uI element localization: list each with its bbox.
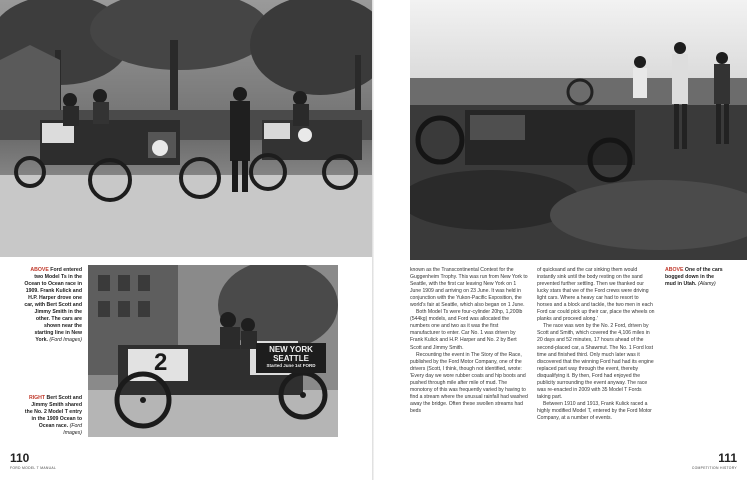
running-head-right: COMPETITION HISTORY — [691, 466, 737, 470]
no2-car-photo — [88, 265, 338, 437]
mud-car-illustration — [410, 0, 747, 260]
caption-body: One of the cars bogged down in the mud in Utah. — [665, 267, 723, 287]
caption-bottom-left — [24, 395, 82, 437]
column1-paragraph-3: Recounting the event in The Story of the Race, published by the Ford Motor Company, one of the drivers (Scott, I think, though not identified, wrote: 'Every day we wore rubber coats and hip boots and pushed through mile after mile of mud. The monotony of this was frequently varied by having to find a stream where the unusual rainfall had washed away the bridge. Often these swollen streams had beds — [410, 351, 528, 414]
caption-top-left — [24, 267, 82, 344]
column2-paragraph-1: of quicksand and the car sinking them would instantly sink until the body resting on the sand prevented further settling. Then we thanked our lucky stars that we of the Ford crews were driving light cars. Where a heavy car had to resort to horses and a block and tackle, the two men in each Ford car could pick up their car, place the wheels on planks and proceed along.' — [537, 267, 655, 323]
page-number-left: 110 — [10, 451, 30, 465]
car-number: 2 — [154, 349, 168, 376]
left-page — [0, 0, 373, 480]
caption-credit: (Ford Images) — [63, 423, 82, 436]
caption-body: Ford entered two Model Ts in the Ocean to Ocean race in 1909. Frank Kulick and H.P. Harper drove one car, with Bert Scott and Jimmy Smith in the other. The cars are shown near the starting line in New York. — [24, 267, 82, 343]
caption-lead: ABOVE — [665, 267, 684, 273]
caption-right-page — [665, 267, 725, 288]
car-placard — [256, 343, 326, 373]
caption-credit: (Alamy) — [697, 281, 716, 287]
starting-line-illustration — [0, 0, 373, 257]
right-page — [374, 0, 747, 480]
placard-line1: NEW YORK — [269, 345, 313, 354]
body-column-1 — [410, 267, 528, 415]
caption-credit: (Ford Images) — [49, 337, 82, 343]
placard-line2: SEATTLE — [273, 354, 309, 363]
starting-line-photo — [0, 0, 373, 257]
column2-paragraph-3: Between 1910 and 1913, Frank Kulick raced a highly modified Model T, entered by the Ford Motor Company, at a number of events. — [537, 400, 652, 421]
caption-lead: ABOVE — [30, 267, 49, 273]
page-number-right: 111 — [718, 451, 737, 465]
column2-paragraph-2: The race was won by the No. 2 Ford, driven by Scott and Smith, which covered the 4,106 miles in 20 days and 52 minutes, 17 hours ahead of the second-placed car, a Shawmut. The No. 1 Ford lost time and finished third. Only much later was it discovered that the winning Ford had had its engine replaced part way through the event, thereby disqualifying it. By then, Ford had enjoyed the publicity surrounding the event anyway. The race was re-enacted in 2009 with 35 Model T Fords taking part. — [537, 323, 654, 400]
column1-paragraph-2: Both Model Ts were four-cylinder 20hp, 1,200lb (544kg) models, and Ford was allocated the numbers one and two as it was the first manufacturer to enter. Car No. 1 was driven by Frank Kulick and H.P. Harper and No. 2 by Bert Scott and Jimmy Smith. — [410, 309, 523, 351]
caption-body: Bert Scott and Jimmy Smith shared the No. 2 Model T entry in the 1909 Ocean to Ocean race. — [24, 395, 82, 429]
mud-car-photo — [410, 0, 747, 260]
caption-lead: RIGHT — [28, 395, 46, 401]
column1-paragraph-1: known as the Transcontinental Contest for the Guggenheim Trophy. This was run from New York to Seattle, with the first car leaving New York on 1 June 1909 and arriving on 23 June. It was held in conjunction with the Yukon-Pacific Exposition, the world's fair at Seattle, which also began on 1 June. — [410, 267, 528, 309]
running-head-left: FORD MODEL T MANUAL — [10, 466, 57, 470]
body-column-2 — [537, 267, 655, 422]
placard-line3: Started June 1st FORD — [266, 363, 316, 368]
